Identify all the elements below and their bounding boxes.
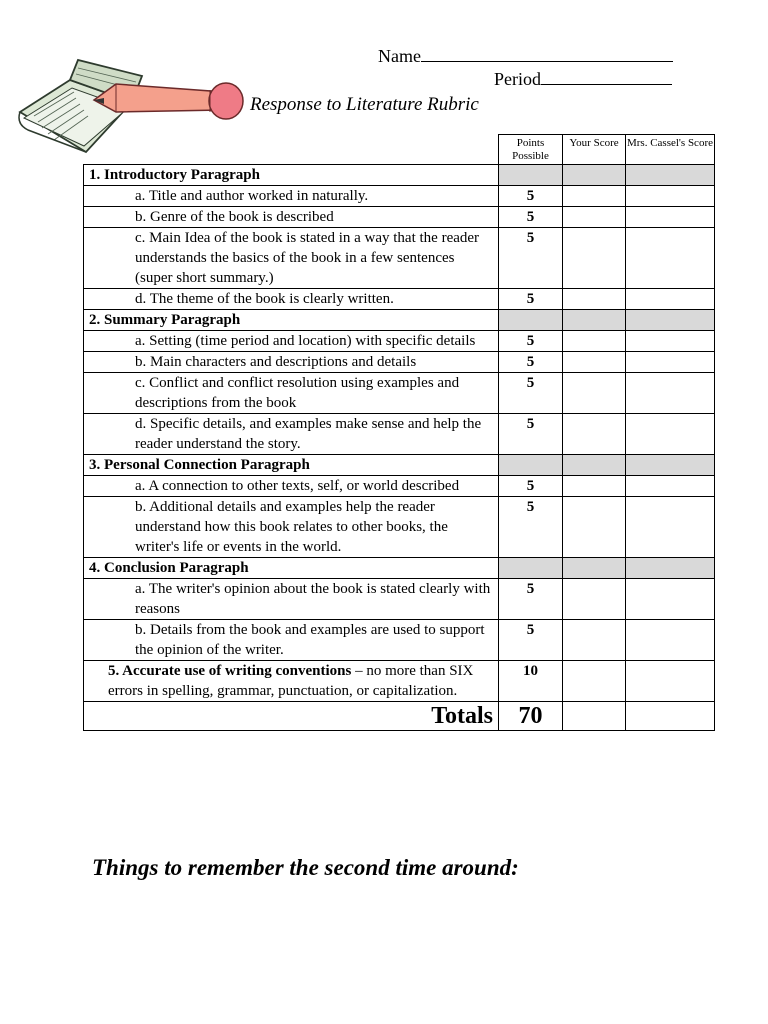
criteria-row bbox=[84, 620, 715, 661]
criteria-text: b. Additional details and examples help the reader understand how this book relates to other books, the writer's life or events in the world. bbox=[84, 497, 499, 558]
your-score-cell[interactable] bbox=[563, 620, 626, 661]
shaded-cell bbox=[499, 310, 563, 331]
criteria-text: c. Main Idea of the book is stated in a way that the reader understands the basics of the book in a few sentences (super short summary.) bbox=[84, 228, 499, 289]
section-title: 2. Summary Paragraph bbox=[84, 310, 499, 331]
points-possible: 5 bbox=[499, 289, 563, 310]
your-score-cell[interactable] bbox=[563, 476, 626, 497]
teacher-score-cell[interactable] bbox=[626, 331, 715, 352]
criteria-row bbox=[84, 289, 715, 310]
your-score-cell[interactable] bbox=[563, 331, 626, 352]
your-score-cell[interactable] bbox=[563, 414, 626, 455]
teacher-score-cell[interactable] bbox=[626, 497, 715, 558]
criteria-row bbox=[84, 186, 715, 207]
section-title: 1. Introductory Paragraph bbox=[84, 165, 499, 186]
rubric-table bbox=[83, 134, 715, 731]
your-score-cell[interactable] bbox=[563, 661, 626, 702]
conventions-criteria bbox=[84, 661, 499, 702]
section-row bbox=[84, 165, 715, 186]
points-possible: 5 bbox=[499, 476, 563, 497]
page-title: Response to Literature Rubric bbox=[250, 94, 479, 115]
criteria-text: d. The theme of the book is clearly written. bbox=[84, 289, 499, 310]
teacher-score-cell[interactable] bbox=[626, 661, 715, 702]
section-row bbox=[84, 455, 715, 476]
criteria-text: b. Details from the book and examples are used to support the opinion of the writer. bbox=[84, 620, 499, 661]
points-possible: 5 bbox=[499, 620, 563, 661]
points-possible: 5 bbox=[499, 186, 563, 207]
teacher-score-cell[interactable] bbox=[626, 228, 715, 289]
shaded-cell bbox=[563, 310, 626, 331]
shaded-cell bbox=[499, 558, 563, 579]
conventions-row bbox=[84, 661, 715, 702]
teacher-score-cell[interactable] bbox=[626, 289, 715, 310]
teacher-score-cell[interactable] bbox=[626, 352, 715, 373]
name-label: Name bbox=[378, 46, 421, 66]
criteria-row bbox=[84, 414, 715, 455]
teacher-total-cell[interactable] bbox=[626, 702, 715, 731]
your-score-cell[interactable] bbox=[563, 373, 626, 414]
your-score-cell[interactable] bbox=[563, 497, 626, 558]
points-possible: 10 bbox=[499, 661, 563, 702]
period-label: Period bbox=[494, 69, 541, 89]
points-possible: 5 bbox=[499, 331, 563, 352]
your-score-cell[interactable] bbox=[563, 207, 626, 228]
shaded-cell bbox=[626, 310, 715, 331]
section-title: 3. Personal Connection Paragraph bbox=[84, 455, 499, 476]
points-possible: 5 bbox=[499, 497, 563, 558]
totals-label: Totals bbox=[84, 702, 499, 731]
totals-row bbox=[84, 702, 715, 731]
criteria-text: a. Setting (time period and location) with specific details bbox=[84, 331, 499, 352]
header-blank-cell bbox=[84, 135, 499, 165]
conventions-text: – no more than SIX errors in spelling, grammar, punctuation, or capitalization. bbox=[108, 663, 474, 699]
period-blank[interactable] bbox=[541, 69, 672, 85]
your-score-header: Your Score bbox=[563, 135, 626, 165]
table-header-row bbox=[84, 135, 715, 165]
section-row bbox=[84, 310, 715, 331]
criteria-text: a. A connection to other texts, self, or world described bbox=[84, 476, 499, 497]
criteria-text: d. Specific details, and examples make sense and help the reader understand the story. bbox=[84, 414, 499, 455]
teacher-score-cell[interactable] bbox=[626, 620, 715, 661]
points-possible: 5 bbox=[499, 352, 563, 373]
criteria-row bbox=[84, 228, 715, 289]
criteria-text: a. Title and author worked in naturally. bbox=[84, 186, 499, 207]
points-possible: 5 bbox=[499, 414, 563, 455]
shaded-cell bbox=[499, 165, 563, 186]
teacher-score-cell[interactable] bbox=[626, 186, 715, 207]
your-score-cell[interactable] bbox=[563, 352, 626, 373]
your-score-cell[interactable] bbox=[563, 289, 626, 310]
shaded-cell bbox=[626, 165, 715, 186]
criteria-row bbox=[84, 497, 715, 558]
criteria-text: a. The writer's opinion about the book is stated clearly with reasons bbox=[84, 579, 499, 620]
criteria-text: b. Main characters and descriptions and details bbox=[84, 352, 499, 373]
criteria-text: b. Genre of the book is described bbox=[84, 207, 499, 228]
shaded-cell bbox=[626, 558, 715, 579]
criteria-row bbox=[84, 476, 715, 497]
your-score-cell[interactable] bbox=[563, 579, 626, 620]
teacher-score-cell[interactable] bbox=[626, 207, 715, 228]
criteria-row bbox=[84, 207, 715, 228]
name-field[interactable] bbox=[378, 46, 673, 67]
criteria-row bbox=[84, 331, 715, 352]
points-possible: 5 bbox=[499, 228, 563, 289]
shaded-cell bbox=[563, 165, 626, 186]
points-possible-header: Points Possible bbox=[499, 135, 563, 165]
shaded-cell bbox=[563, 558, 626, 579]
teacher-score-cell[interactable] bbox=[626, 373, 715, 414]
teacher-score-cell[interactable] bbox=[626, 579, 715, 620]
points-possible: 5 bbox=[499, 579, 563, 620]
points-possible: 5 bbox=[499, 373, 563, 414]
your-total-cell[interactable] bbox=[563, 702, 626, 731]
your-score-cell[interactable] bbox=[563, 228, 626, 289]
teacher-score-header: Mrs. Cassel's Score bbox=[626, 135, 715, 165]
totals-points: 70 bbox=[499, 702, 563, 731]
conventions-title: 5. Accurate use of writing conventions bbox=[108, 663, 352, 679]
points-possible: 5 bbox=[499, 207, 563, 228]
shaded-cell bbox=[626, 455, 715, 476]
your-score-cell[interactable] bbox=[563, 186, 626, 207]
section-title: 4. Conclusion Paragraph bbox=[84, 558, 499, 579]
teacher-score-cell[interactable] bbox=[626, 414, 715, 455]
shaded-cell bbox=[499, 455, 563, 476]
criteria-row bbox=[84, 373, 715, 414]
criteria-row bbox=[84, 579, 715, 620]
teacher-score-cell[interactable] bbox=[626, 476, 715, 497]
criteria-text: c. Conflict and conflict resolution using examples and descriptions from the book bbox=[84, 373, 499, 414]
name-blank[interactable] bbox=[421, 46, 673, 62]
remember-heading: Things to remember the second time around: bbox=[92, 855, 519, 880]
criteria-row bbox=[84, 352, 715, 373]
shaded-cell bbox=[563, 455, 626, 476]
period-field[interactable] bbox=[494, 69, 672, 90]
section-row bbox=[84, 558, 715, 579]
